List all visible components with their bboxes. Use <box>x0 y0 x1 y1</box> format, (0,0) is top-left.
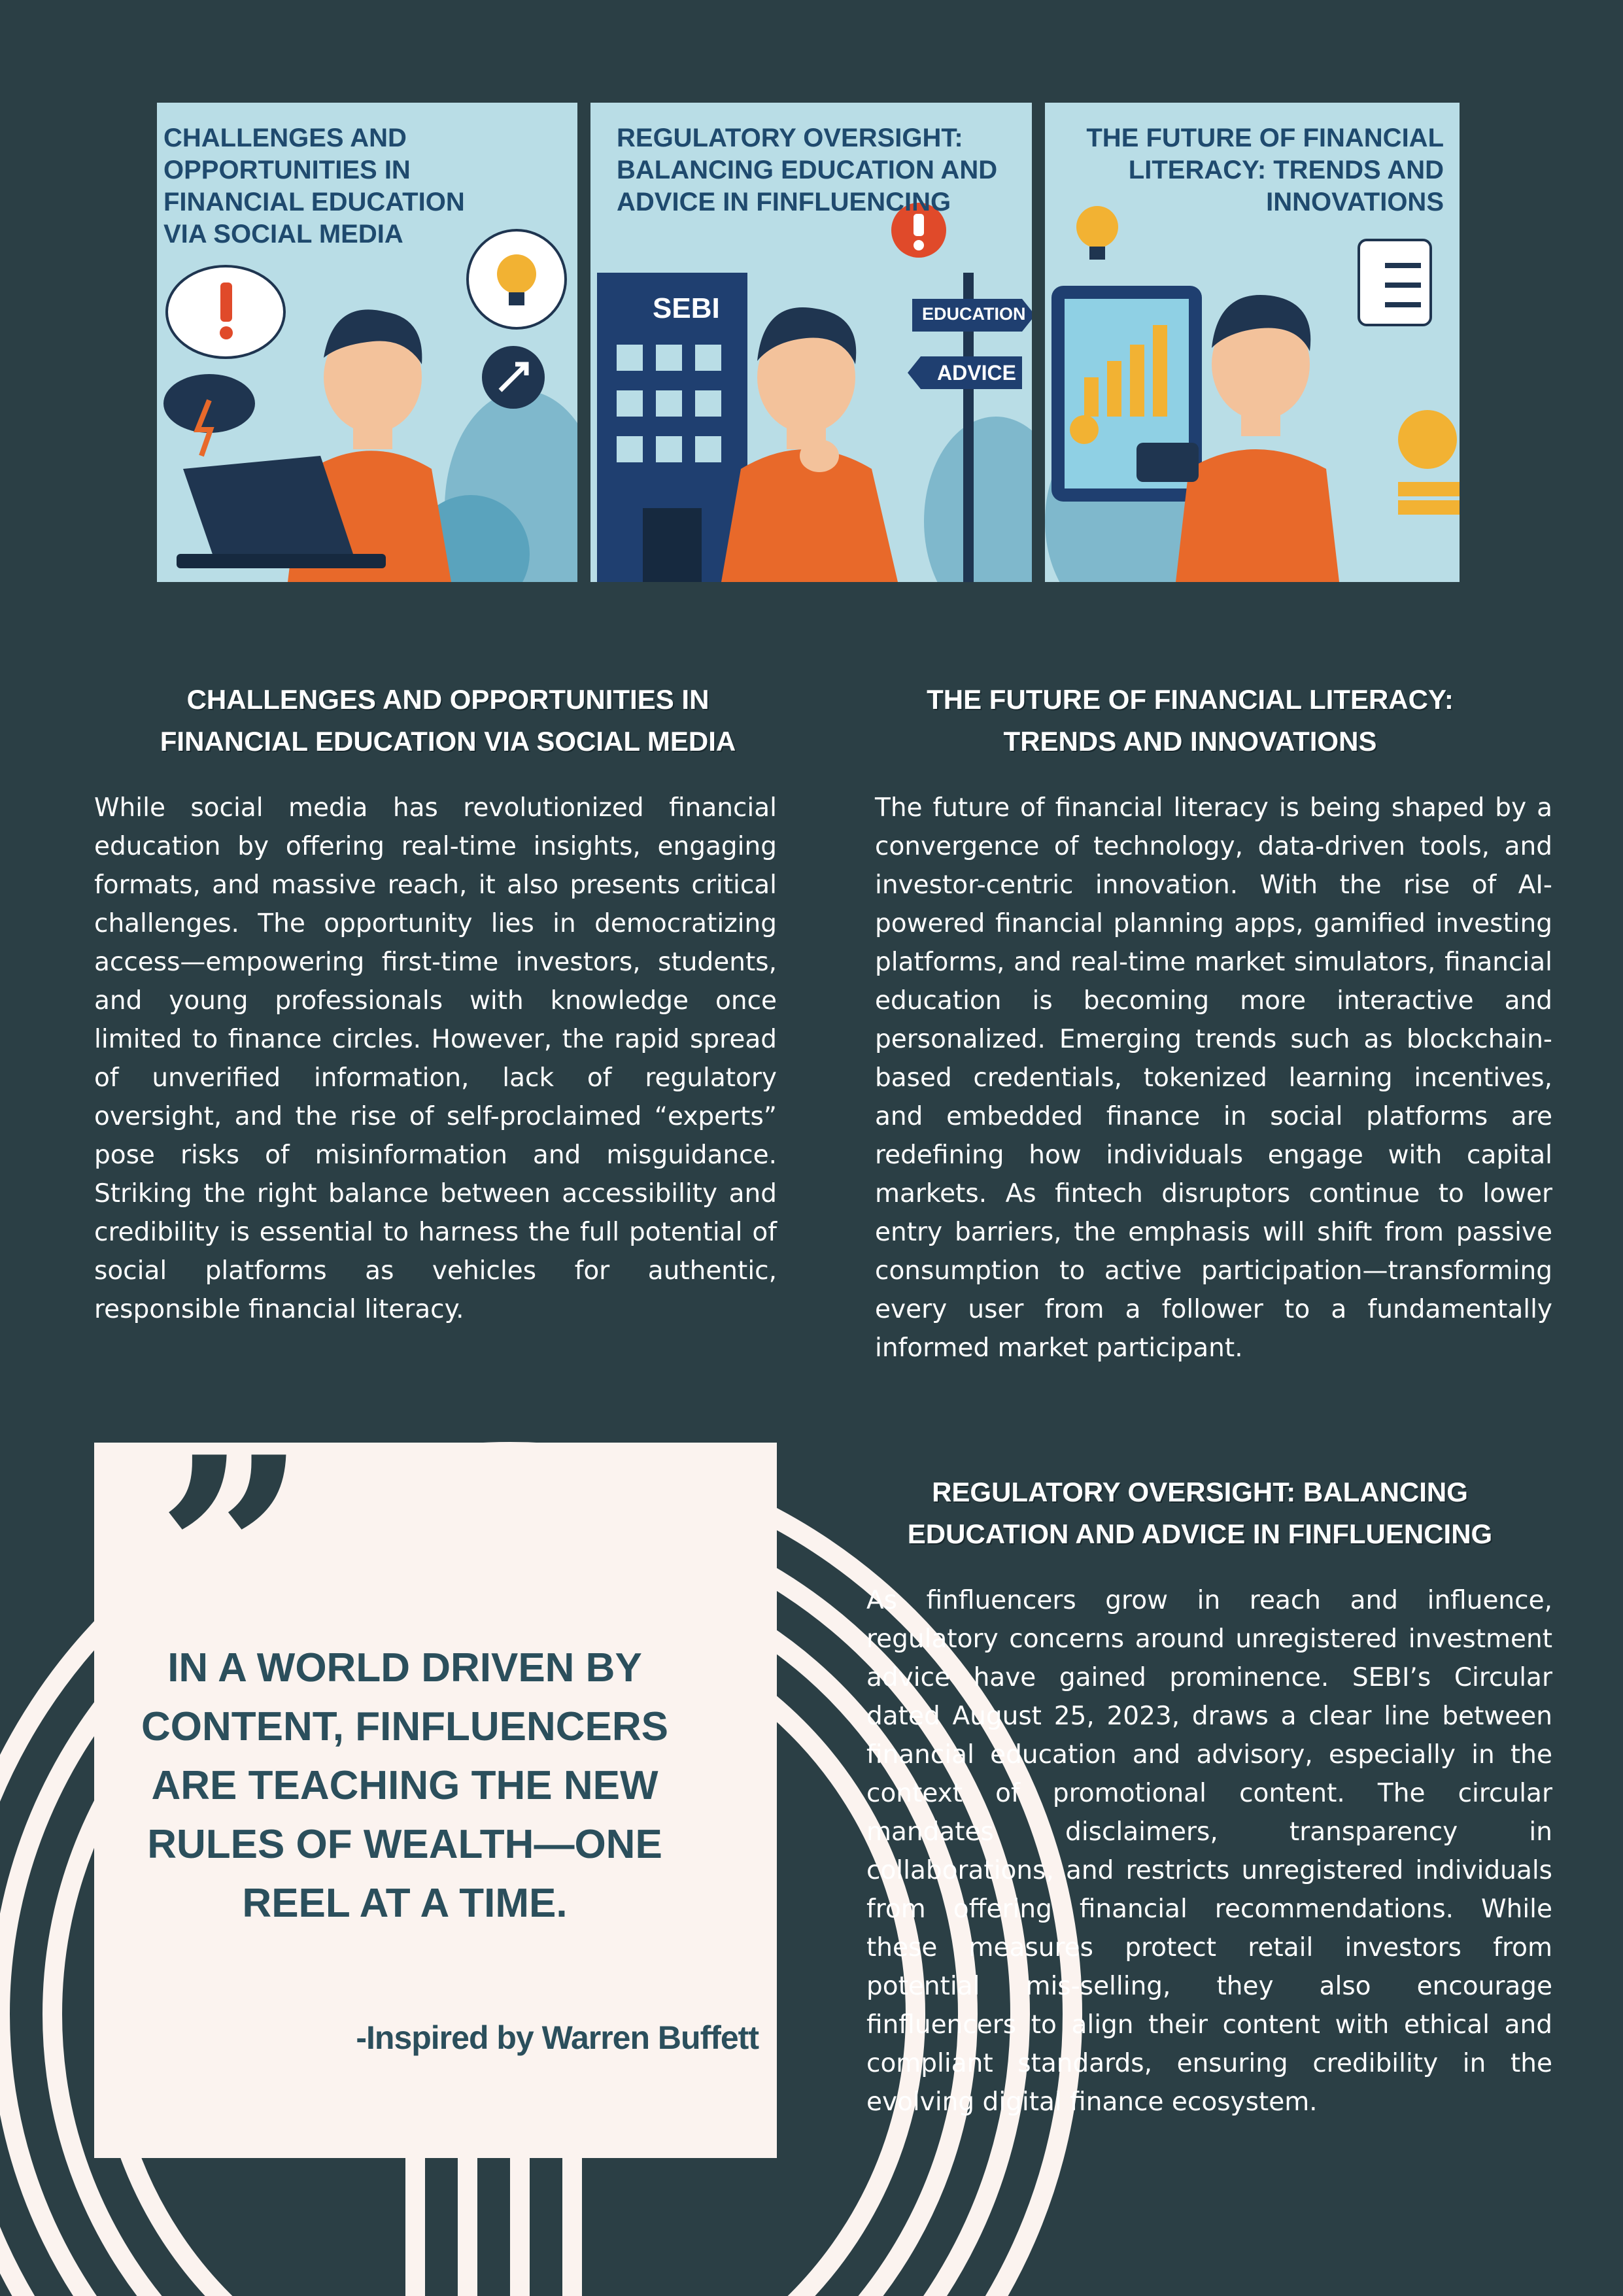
illustration-panel-challenges <box>157 103 577 582</box>
quote-card <box>94 1400 777 2158</box>
challenges-heading: CHALLENGES AND OPPORTUNITIES IN FINANCIAL EDUCATION VIA SOCIAL MEDIA <box>160 684 736 757</box>
phone-icon <box>1136 443 1199 482</box>
person-figure <box>721 307 898 582</box>
quote-text: IN A WORLD DRIVEN BY CONTENT, FINFLUENCERS ARE TEACHING THE NEW RULES OF WEALTH—ONE REEL AT A TIME. <box>141 1645 668 1926</box>
advice-sign-label: ADVICE <box>937 361 1016 385</box>
sebi-sign-label: SEBI <box>653 292 720 324</box>
quote-mark-icon: ” <box>156 1400 307 1707</box>
regulatory-body: As finfluencers grow in reach and influence, regulatory concerns around unregistered investment advice have gained prominence. SEBI’s Circular dated August 25, 2023, draws a clear line between financial education and advisory, especially in the context of promotional content. The circular mandates disclaimers, transparency in collaborations, and restricts unregistered individuals from offering financial recommendations. While these measures protect retail investors from potential mis-selling, they also encourage finfluencers to align their content with ethical and compliant standards, ensuring credibility in the evolving digital finance ecosystem. <box>866 1586 1552 2117</box>
exclamation-icon <box>167 266 284 358</box>
future-body: The future of financial literacy is being shaped by a convergence of technology, data-driven tools, and investor-centric innovation. With the rise of AI-powered financial planning apps, gamified investing platforms, and real-time market simulators, financial education is becoming more interactive and personalized. Emerging trends such as blockchain-based credentials, tokenized learning incentives, and embedded finance in social platforms are redefining how individuals engage with capital markets. As fintech disruptors continue to lower entry barriers, the emphasis will shift from passive consumption to active participation—transforming every user from a follower to a fundamentally informed market participant. <box>875 793 1552 1363</box>
quote-attribution: -Inspired by Warren Buffett <box>356 2019 759 2056</box>
illustration-panel-future <box>1045 103 1460 582</box>
storm-cloud-icon <box>163 374 255 456</box>
future-heading: THE FUTURE OF FINANCIAL LITERACY: TRENDS AND INNOVATIONS <box>927 684 1454 757</box>
illustration-panel-regulatory <box>590 103 1032 582</box>
panel-title: THE FUTURE OF FINANCIAL LITERACY: TRENDS AND INNOVATIONS <box>1086 124 1444 216</box>
regulatory-heading: REGULATORY OVERSIGHT: BALANCING EDUCATION AND ADVICE IN FINFLUENCING <box>907 1477 1493 1549</box>
trend-arrow-icon <box>482 346 545 409</box>
lightbulb-icon <box>468 230 566 328</box>
challenges-body: While social media has revolutionized financial education by offering real-time insights, engaging formats, and massive reach, it also presents critical challenges. The opportunity lies in democratizing access—empowering first-time investors, students, and young professionals with knowledge once limited to finance circles. However, the rapid spread of unverified information, lack of regulatory oversight, and the rise of self-proclaimed “experts” pose risks of misinformation and misguidance. Striking the right balance between accessibility and credibility is essential to harness the full potential of social platforms as vehicles for authentic, responsible financial literacy. <box>94 793 777 1324</box>
coin-icon <box>1398 410 1460 515</box>
panel-title: CHALLENGES AND OPPORTUNITIES IN FINANCIAL EDUCATION VIA SOCIAL MEDIA <box>163 124 465 248</box>
panel-title: REGULATORY OVERSIGHT: BALANCING EDUCATION AND ADVICE IN FINFLUENCING <box>617 124 998 216</box>
education-sign-label: EDUCATION <box>922 304 1026 324</box>
document-icon <box>1359 240 1431 325</box>
